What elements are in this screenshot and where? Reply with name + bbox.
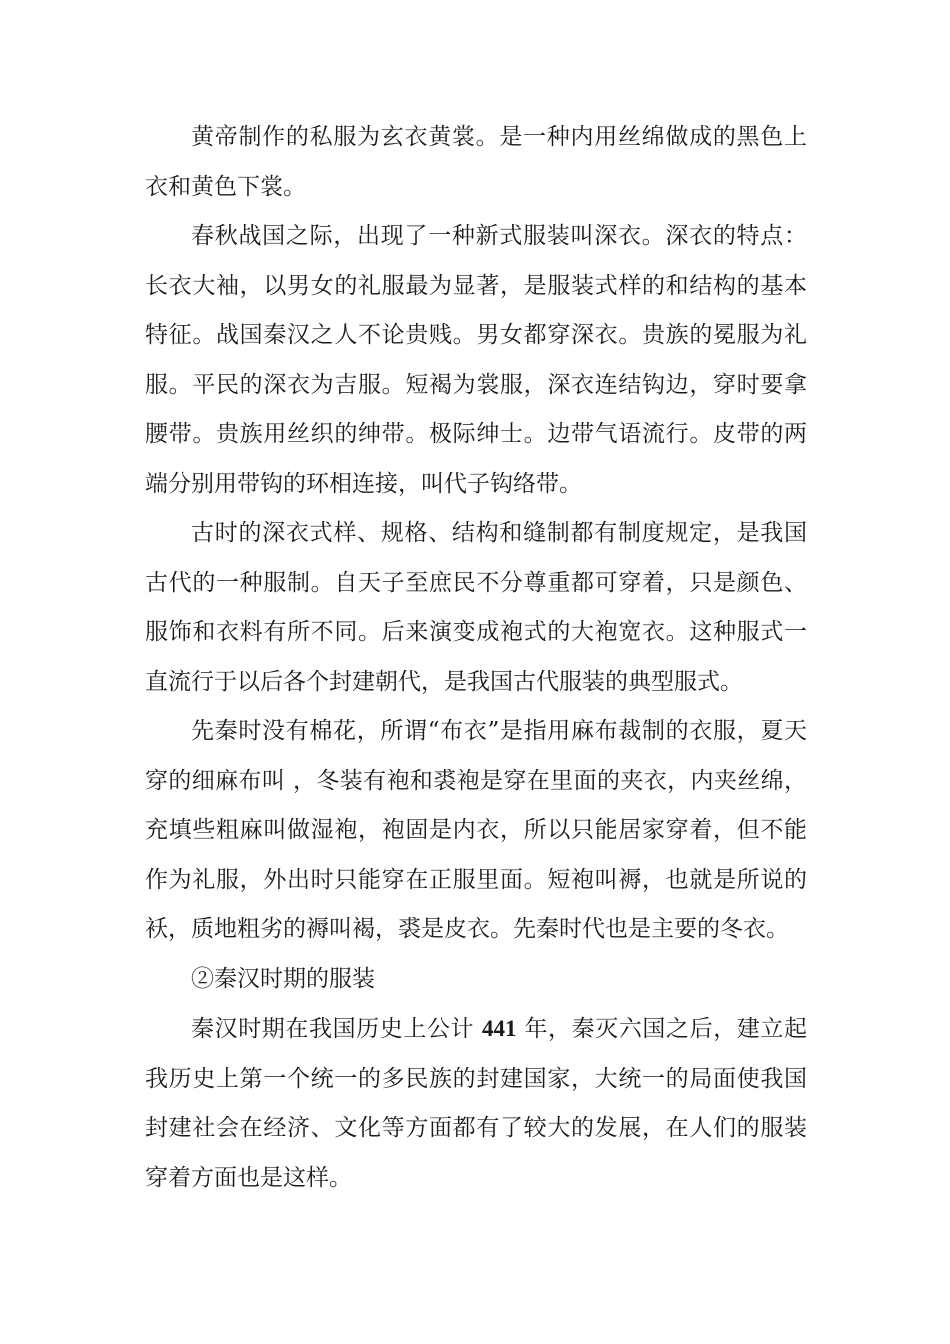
section-heading-qin-han: ②秦汉时期的服装	[191, 965, 375, 992]
document-body	[145, 113, 807, 1203]
year-number: 441	[482, 1016, 517, 1041]
paragraph-qin-han	[145, 1004, 807, 1203]
paragraph-qin-han-before: 秦汉时期在我国历史上公计	[191, 1016, 483, 1042]
paragraph-pre-qin-cloth: 先秦时没有棉花，所谓“布衣”是指用麻布裁制的衣服，夏天穿的细麻布叫 ，冬装有袍和裘袍是穿在里面的夹衣，内夹丝绵，充填些粗麻叫做湿袍，袍固是内衣，所以只能居家穿着，但不能作为礼服，外出时只能穿在正服里面。短袍叫褥，也就是所说的袄，质地粗劣的褥叫褐，裘是皮衣。先秦时代也是主要的冬衣。	[145, 718, 807, 942]
paragraph-deep-robe: 春秋战国之际，出现了一种新式服装叫深衣。深衣的特点：长衣大袖，以男女的礼服最为显著，是服装式样的和结构的基本特征。战国秦汉之人不论贵贱。男女都穿深衣。贵族的冕服为礼服。平民的深衣为吉服。短褐为裳服，深衣连结钩边，穿时要拿腰带。贵族用丝织的绅带。极际绅士。边带气语流行。皮带的两端分别用带钩的环相连接，叫代子钩络带。	[145, 223, 807, 497]
paragraph-deep-robe-system: 古时的深衣式样、规格、结构和缝制都有制度规定，是我国古代的一种服制。自天子至庶民不分尊重都可穿着，只是颜色、服饰和衣料有所不同。后来演变成袍式的大袍宽衣。这种服式一直流行于以后各个封建朝代，是我国古代服装的典型服式。	[145, 520, 807, 695]
paragraph-huangdi-clothing: 黄帝制作的私服为玄衣黄裳。是一种内用丝绵做成的黑色上衣和黄色下裳。	[145, 124, 807, 200]
paragraph-qin-han-after: 年，秦灭六国之后，建立起我历史上第一个统一的多民族的封建国家，大统一的局面使我国封建社会在经济、文化等方面都有了较大的发展，在人们的服装穿着方面也是这样。	[145, 1016, 807, 1191]
